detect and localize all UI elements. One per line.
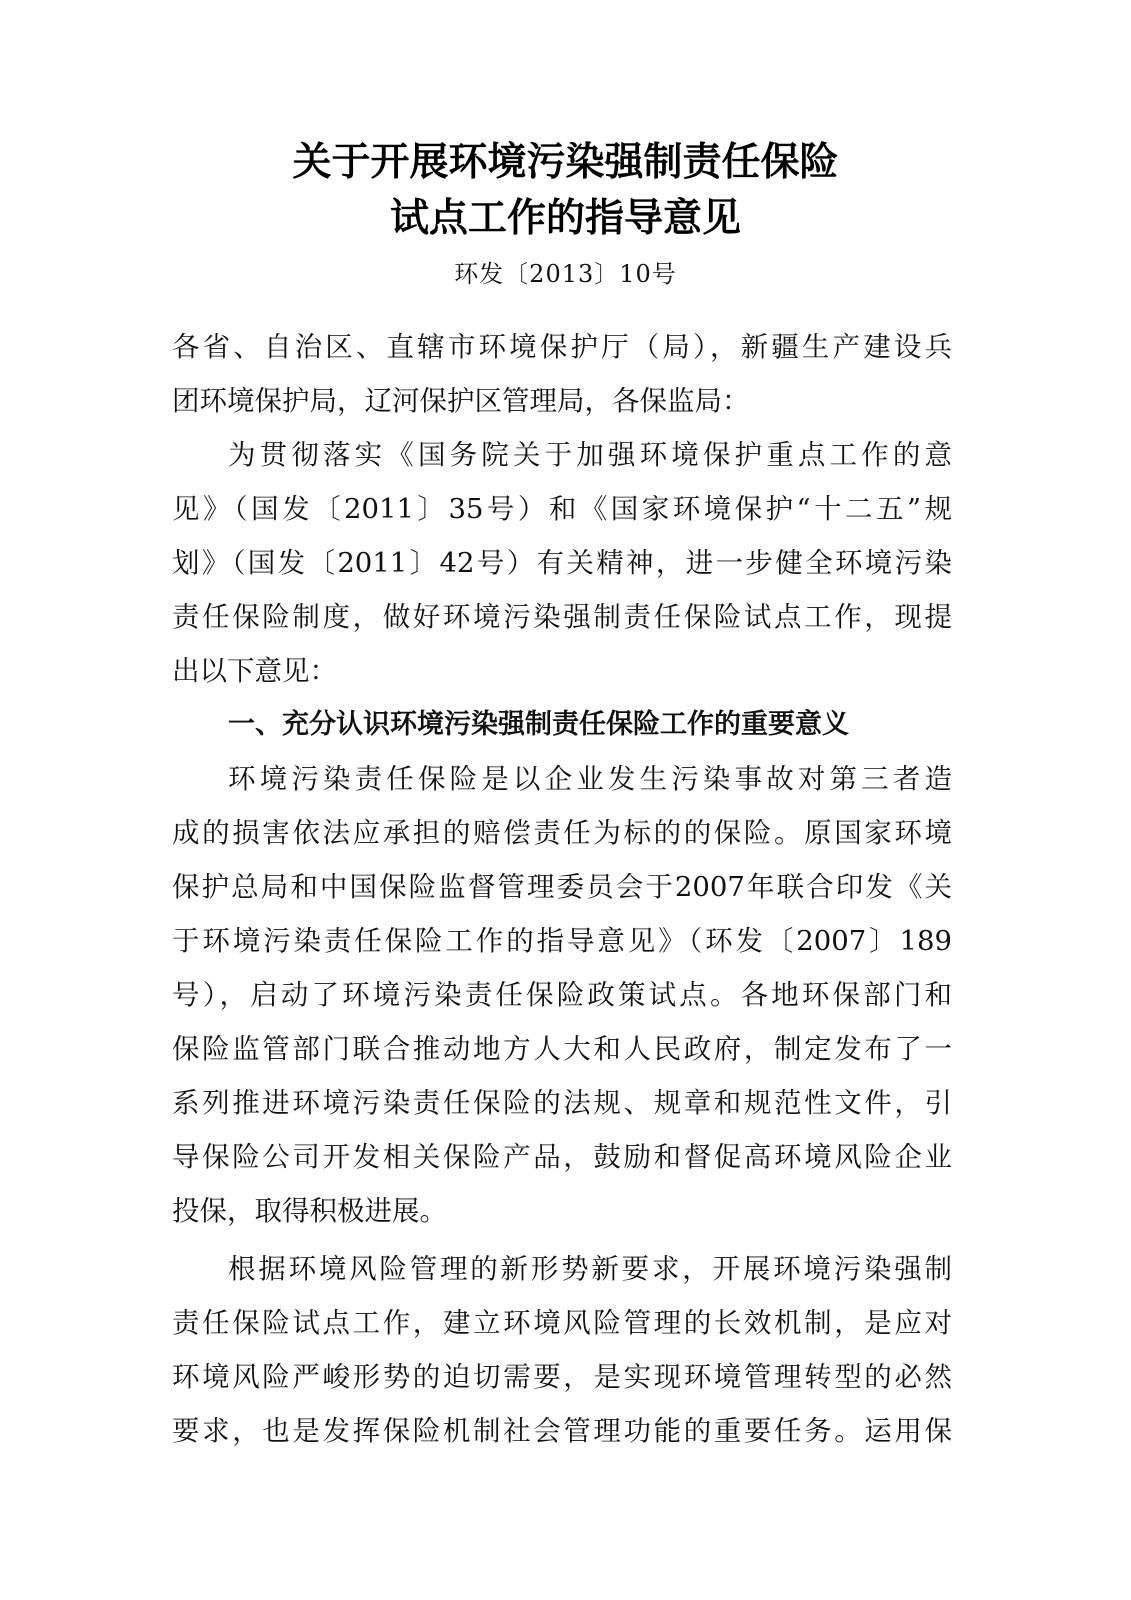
- document-title-line-2: 试点工作的指导意见: [389, 196, 741, 241]
- paragraph-line: 见》（国发〔2011〕35号）和《国家环境保护“十二五”规: [172, 493, 952, 525]
- paragraph-line: 划》（国发〔2011〕42号）有关精神，进一步健全环境污染: [172, 547, 952, 579]
- paragraph-line: 系列推进环境污染责任保险的法规、规章和规范性文件，引: [172, 1087, 952, 1119]
- paragraph-line: 责任保险制度，做好环境污染强制责任保险试点工作，现提: [172, 601, 952, 633]
- document-body: [172, 320, 952, 1458]
- paragraph-line: 号），启动了环境污染责任保险政策试点。各地环保部门和: [172, 979, 952, 1011]
- paragraph-line: 出以下意见：: [172, 655, 337, 687]
- paragraph-line: 责任保险试点工作，建立环境风险管理的长效机制，是应对: [172, 1307, 952, 1339]
- paragraph-line: 投保，取得积极进展。: [172, 1195, 447, 1227]
- paragraph-line: 根据环境风险管理的新形势新要求，开展环境污染强制: [228, 1253, 952, 1285]
- section-heading: 一、充分认识环境污染强制责任保险工作的重要意义: [228, 709, 849, 740]
- paragraph-line: 环境风险严峻形势的迫切需要，是实现环境管理转型的必然: [172, 1361, 952, 1393]
- paragraph-line: 要求，也是发挥保险机制社会管理功能的重要任务。运用保: [172, 1415, 952, 1447]
- document-number: 环发〔2013〕10号: [454, 260, 677, 288]
- paragraph-line: 于环境污染责任保险工作的指导意见》（环发〔2007〕189: [172, 925, 952, 957]
- document-title-line-1: 关于开展环境污染强制责任保险: [292, 140, 839, 185]
- paragraph-line: 保险监管部门联合推动地方人大和人民政府，制定发布了一: [172, 1033, 952, 1065]
- paragraph-line: 为贯彻落实《国务院关于加强环境保护重点工作的意: [228, 439, 952, 471]
- paragraph-line: 环境污染责任保险是以企业发生污染事故对第三者造: [228, 763, 952, 795]
- paragraph-line: 保护总局和中国保险监督管理委员会于2007年联合印发《关: [172, 871, 952, 903]
- addressee-line: 团环境保护局，辽河保护区管理局，各保监局：: [172, 385, 750, 417]
- paragraph-line: 成的损害依法应承担的赔偿责任为标的的保险。原国家环境: [172, 817, 952, 849]
- addressee-line: 各省、自治区、直辖市环境保护厅（局），新疆生产建设兵: [172, 331, 952, 363]
- paragraph-line: 导保险公司开发相关保险产品，鼓励和督促高环境风险企业: [172, 1141, 952, 1173]
